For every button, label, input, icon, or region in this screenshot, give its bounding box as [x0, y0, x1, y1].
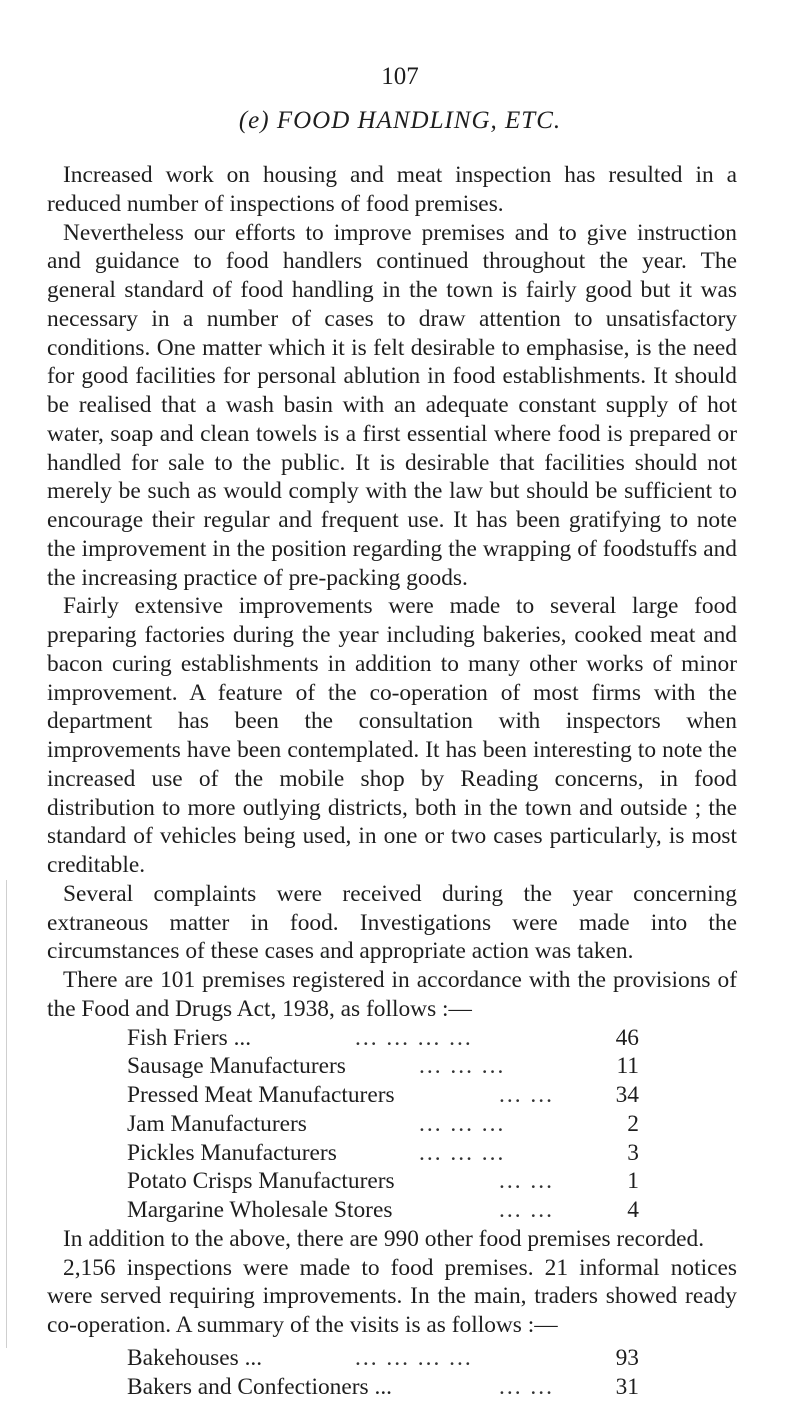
premises-count: 4 [579, 1196, 639, 1225]
visit-count: 93 [579, 1344, 639, 1373]
premises-count: 11 [579, 1052, 639, 1081]
paragraph-7: 2,156 inspections were made to food premises. 21 informal notices were served requiring improvements. In the main, traders showed ready co-operation. A summary of the visits is as follows :— [47, 1254, 737, 1340]
visit-label: Bakehouses ... [127, 1344, 262, 1373]
leader-dots: ... ... [499, 1196, 554, 1225]
leader-dots: ... ... [499, 1167, 554, 1196]
list-item [47, 1196, 737, 1225]
premises-label: Potato Crisps Manufacturers [127, 1167, 395, 1196]
premises-label: Jam Manufacturers [127, 1110, 307, 1139]
document-body [47, 161, 737, 1401]
paragraph-4: Several complaints were received during the year concerning extraneous matter in food. Investigations were made into the circumstances of these cases and appropriate action was taken. [47, 880, 737, 966]
leader-dots: ... ... [499, 1081, 554, 1110]
list-item [47, 1344, 737, 1373]
section-title: FOOD HANDLING, ETC. [277, 107, 561, 134]
list-item [47, 1024, 737, 1053]
leader-dots: ... ... ... ... [355, 1344, 473, 1373]
section-prefix: (e) [239, 107, 270, 134]
paragraph-6: In addition to the above, there are 990 other food premises recorded. [47, 1225, 737, 1254]
premises-label: Pressed Meat Manufacturers [127, 1081, 395, 1110]
premises-count: 1 [579, 1167, 639, 1196]
visit-count: 31 [579, 1373, 639, 1401]
leader-dots: ... ... ... [419, 1110, 505, 1139]
premises-count: 34 [579, 1081, 639, 1110]
list-item [47, 1052, 737, 1081]
leader-dots: ... ... ... ... [355, 1024, 473, 1053]
premises-label: Pickles Manufacturers [127, 1139, 337, 1168]
premises-label: Margarine Wholesale Stores [127, 1196, 392, 1225]
visits-list [47, 1344, 737, 1401]
paragraph-5: There are 101 premises registered in accordance with the provisions of the Food and Drugs Act, 1938, as follows :— [47, 966, 737, 1024]
leader-dots: ... ... [499, 1373, 554, 1401]
paragraph-1: Increased work on housing and meat inspection has resulted in a reduced number of inspections of food premises. [47, 161, 737, 219]
list-item [47, 1110, 737, 1139]
list-item [47, 1373, 737, 1401]
registered-premises-list [47, 1024, 737, 1225]
premises-count: 2 [579, 1110, 639, 1139]
leader-dots: ... ... ... [419, 1139, 505, 1168]
list-item [47, 1167, 737, 1196]
list-item [47, 1139, 737, 1168]
premises-label: Sausage Manufacturers [127, 1052, 346, 1081]
visit-label: Bakers and Confectioners ... [127, 1373, 392, 1401]
paragraph-3: Fairly extensive improvements were made to several large food preparing factories during the year including bakeries, cooked meat and bacon curing establishments in addition to many other works of minor improvement. A feature of the co-operation of most firms with the department has been the consultation with inspectors when improvements have been contemplated. It has been interesting to note the increased use of the mobile shop by Reading concerns, in food distribution to more outlying districts, both in the town and outside ; the standard of vehicles being used, in one or two cases particularly, is most creditable. [47, 592, 737, 880]
premises-count: 46 [579, 1024, 639, 1053]
page-number: 107 [0, 62, 800, 92]
section-heading [0, 106, 800, 136]
list-item [47, 1081, 737, 1110]
binding-margin-line [6, 880, 7, 1348]
premises-count: 3 [579, 1139, 639, 1168]
paragraph-2: Nevertheless our efforts to improve premises and to give instruction and guidance to food handlers continued throughout the year. The general standard of food handling in the town is fairly good but it was necessary in a number of cases to draw attention to unsatisfactory conditions. One matter which it is felt desirable to emphasise, is the need for good facilities for personal ablution in food establishments. It should be realised that a wash basin with an adequate constant supply of hot water, soap and clean towels is a first essential where food is prepared or handled for sale to the public. It is desirable that facilities should not merely be such as would comply with the law but should be sufficient to encourage their regular and frequent use. It has been gratifying to note the improvement in the position regarding the wrapping of foodstuffs and the increasing practice of pre-packing goods. [47, 219, 737, 593]
premises-label: Fish Friers ... [127, 1024, 251, 1053]
leader-dots: ... ... ... [419, 1052, 505, 1081]
